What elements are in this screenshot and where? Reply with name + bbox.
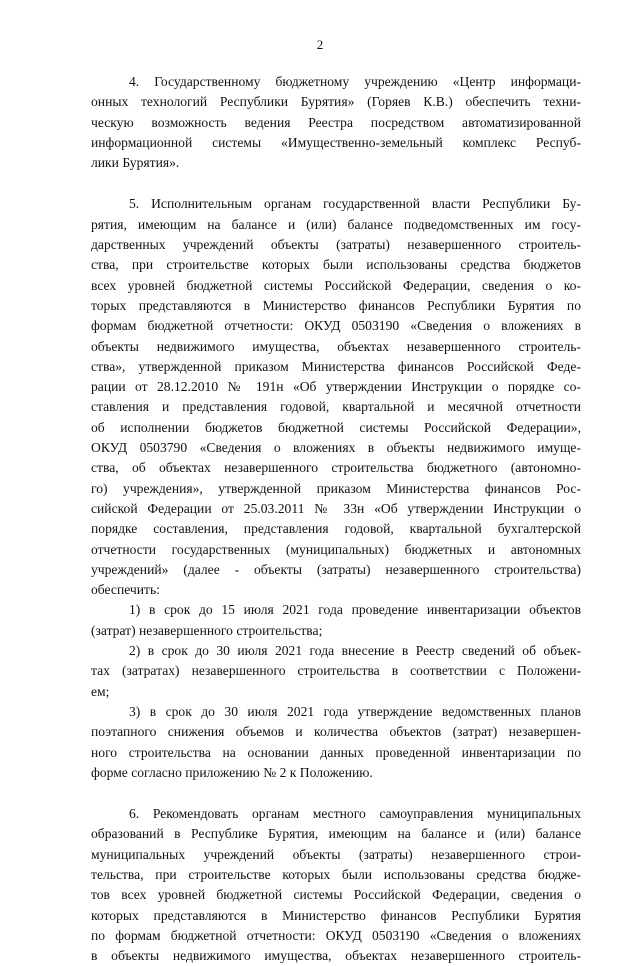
text-line: объекты недвижимого имущества, объектах незавершенного строитель- <box>91 338 581 354</box>
text-line: сийской Федерации от 25.03.2011 № 33н «Об утверждении Инструкции о <box>91 500 581 516</box>
text-line: ческую возможность ведения Реестра посредством автоматизированной <box>91 114 581 130</box>
text-line: ства», утвержденной приказом Министерства финансов Российской Феде- <box>91 358 581 374</box>
text-line: тах (затратах) незавершенного строительства в соответствии с Положени- <box>91 663 581 679</box>
text-line: 6. Рекомендовать органам местного самоуправления муниципальных <box>129 806 581 822</box>
text-line: онных технологий Республики Бурятия» (Горяев К.В.) обеспечить техни- <box>91 94 581 110</box>
text-line: ного строительства на основании данных проведенной инвентаризации по <box>91 744 581 760</box>
text-line: информационной системы «Имущественно-земельный комплекс Респуб- <box>91 134 581 150</box>
text-line: поэтапного снижения объемов и количества объектов (затрат) незавершен- <box>91 724 581 740</box>
paragraph-4 <box>91 72 581 173</box>
text-line: лики Бурятия». <box>91 155 180 171</box>
text-line: (затрат) незавершенного строительства; <box>91 622 323 638</box>
page-number: 2 <box>316 37 324 52</box>
document-body <box>91 72 581 966</box>
text-line: муниципальных учреждений объекты (затраты) незавершенного строи- <box>91 846 581 862</box>
text-line: 1) в срок до 15 июля 2021 года проведение инвентаризации объектов <box>129 602 581 618</box>
text-line: образований в Республике Бурятия, имеющим на балансе и (или) балансе <box>91 826 581 842</box>
text-line: тельства, при строительстве которых были использованы средства бюдже- <box>91 866 581 882</box>
text-line: об исполнении бюджетов бюджетной системы Российской Федерации», <box>91 419 581 435</box>
text-line: обеспечить: <box>91 582 160 598</box>
subitem-1 <box>91 600 581 641</box>
text-line: 5. Исполнительным органам государственной власти Республики Бу- <box>129 196 581 212</box>
text-line: рации от 28.12.2010 № 191н «Об утверждении Инструкции о порядке со- <box>91 379 581 395</box>
text-line: форме согласно приложению № 2 к Положению. <box>91 764 373 780</box>
text-line: 2) в срок до 30 июля 2021 года внесение в Реестр сведений об объек- <box>129 643 581 659</box>
text-line: порядке составления, представления годовой, квартальной бухгалтерской <box>91 521 581 537</box>
text-line: ства, об объектах незавершенного строительства бюджетного (автономно- <box>91 460 581 476</box>
text-line: дарственных учреждений объекты (затраты) незавершенного строитель- <box>91 237 581 253</box>
text-line: формам бюджетной отчетности: ОКУД 0503190 «Сведения о вложениях в <box>91 318 581 334</box>
text-line: отчетности государственных (муниципальных) бюджетных и автономных <box>91 541 581 557</box>
text-line: торых представляются в Министерство финансов Республики Бурятия по <box>91 297 581 313</box>
text-line: ем; <box>91 683 110 699</box>
text-line: 4. Государственному бюджетному учреждению «Центр информаци- <box>129 74 581 89</box>
paragraph-6 <box>91 804 581 966</box>
paragraph-5 <box>91 194 581 600</box>
text-line: которых представляются в Министерство финансов Республики Бурятия <box>91 907 581 923</box>
text-line: рятия, имеющим на балансе и (или) балансе подведомственных им госу- <box>91 216 581 232</box>
text-line: по формам бюджетной отчетности: ОКУД 0503190 «Сведения о вложениях <box>91 927 581 943</box>
text-line: учреждений» (далее - объекты (затраты) незавершенного строительства) <box>91 561 581 577</box>
subitem-2 <box>91 641 581 702</box>
text-line: в объекты недвижимого имущества, объектах незавершенного строитель- <box>91 948 581 964</box>
text-line: всех уровней бюджетной системы Российской Федерации, сведения о ко- <box>91 277 581 293</box>
text-line: го) учреждения», утвержденной приказом Министерства финансов Рос- <box>91 480 581 496</box>
subitem-3 <box>91 702 581 783</box>
text-line: 3) в срок до 30 июля 2021 года утверждение ведомственных планов <box>129 703 581 719</box>
text-line: ставления и представления годовой, квартальной и месячной отчетности <box>91 399 581 415</box>
text-line: ОКУД 0503790 «Сведения о вложениях в объекты недвижимого имуще- <box>91 440 581 456</box>
text-line: ства, при строительстве которых были использованы средства бюджетов <box>91 257 581 273</box>
text-line: тов всех уровней бюджетной системы Российской Федерации, сведения о <box>91 887 581 903</box>
